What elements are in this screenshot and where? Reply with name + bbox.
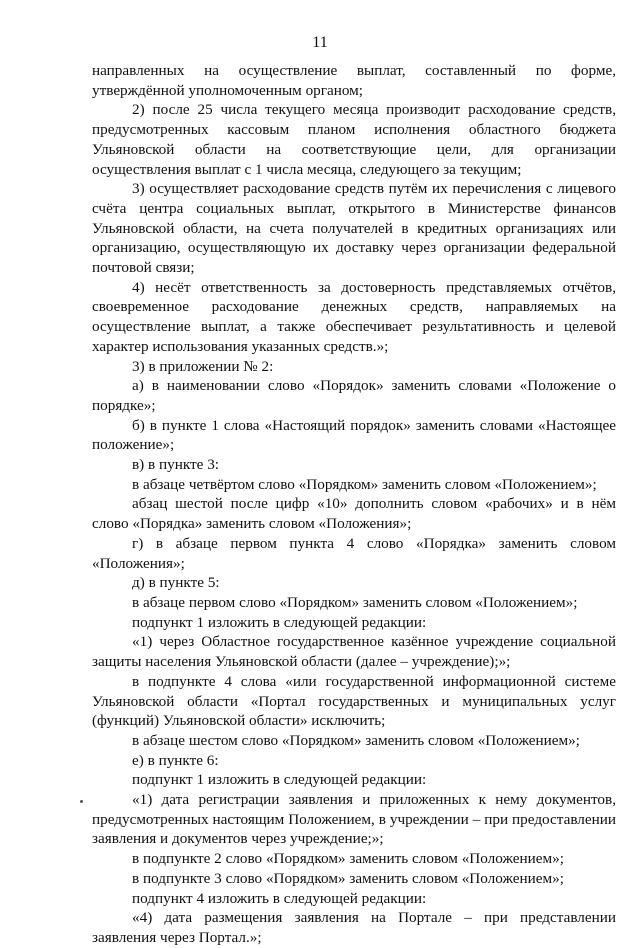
paragraph: е) в пункте 6: — [132, 751, 219, 769]
paragraph: «4) дата размещения заявления на Портале – при представлении заявления через Портал.»; — [92, 909, 616, 946]
paragraph: 3) осуществляет расходование средств путём их перечисления с лицевого счёта центра социальных выплат, открытого в Министерстве финансов Ульяновской области, на счета получателей в кредитных организациях или организацию, осуществляющую их доставку через организации федеральной почтовой связи; — [92, 180, 616, 277]
paragraph: в) в пункте 3: — [132, 456, 220, 474]
paragraph: г) в абзаце первом пункта 4 слово «Порядка» заменить словом «Положения»; — [92, 534, 616, 572]
paragraph: подпункт 1 изложить в следующей редакции: — [132, 613, 427, 631]
paragraph: в абзаце первом слово «Порядком» заменить словом «Положением»; — [132, 593, 578, 611]
paragraph: в абзаце четвёртом слово «Порядком» заменить словом «Положением»; — [132, 475, 597, 493]
page-number: 11 — [312, 34, 328, 51]
paragraph: 3) в приложении № 2: — [132, 357, 274, 375]
paragraph: «1) через Областное государственное казённое учреждение социальной защиты населения Ульяновской области (далее – учреждение);»; — [92, 633, 616, 671]
paragraph: подпункт 1 изложить в следующей редакции: — [132, 771, 427, 789]
scan-speck — [80, 800, 83, 803]
paragraph: «1) дата регистрации заявления и приложенных к нему документов, предусмотренных настоящим Положением, в учреждении – при предоставлении заявления и документов через учреждение;»; — [92, 791, 616, 848]
paragraph: абзац шестой после цифр «10» дополнить словом «рабочих» и в нём слово «Порядка» заменить словом «Положения»; — [92, 495, 616, 533]
paragraph: 2) после 25 числа текущего месяца производит расходование средств, предусмотренных кассовым планом исполнения областного бюджета Ульяновской области на соответствующие цели, для организации осуществления выплат с 1 числа месяца, следующего за текущим; — [92, 101, 616, 178]
document-body — [92, 61, 616, 948]
paragraph: б) в пункте 1 слова «Настоящий порядок» заменить словами «Настоящее положение»; — [92, 416, 616, 454]
paragraph: 4) несёт ответственность за достоверность представляемых отчётов, своевременное расходование денежных средств, направляемых на осуществление выплат, а также обеспечивает результативность и целевой характер использования указанных средств.»; — [92, 278, 616, 355]
paragraph: в абзаце шестом слово «Порядком» заменить словом «Положением»; — [132, 731, 580, 749]
paragraph: в подпункте 2 слово «Порядком» заменить словом «Положением»; — [132, 850, 564, 868]
paragraph: в подпункте 3 слово «Порядком» заменить словом «Положением»; — [132, 869, 564, 887]
paragraph: подпункт 4 изложить в следующей редакции: — [132, 889, 427, 907]
paragraph: в подпункте 4 слова «или государственной информационной системе Ульяновской области «Портал государственных и муниципальных услуг (функций) Ульяновской области» исключить; — [92, 672, 616, 730]
paragraph: направленных на осуществление выплат, составленный по форме, утверждённой уполномоченным органом; — [92, 62, 616, 99]
paragraph: д) в пункте 5: — [132, 574, 220, 592]
paragraph: а) в наименовании слово «Порядок» заменить словами «Положение о порядке»; — [92, 377, 616, 414]
